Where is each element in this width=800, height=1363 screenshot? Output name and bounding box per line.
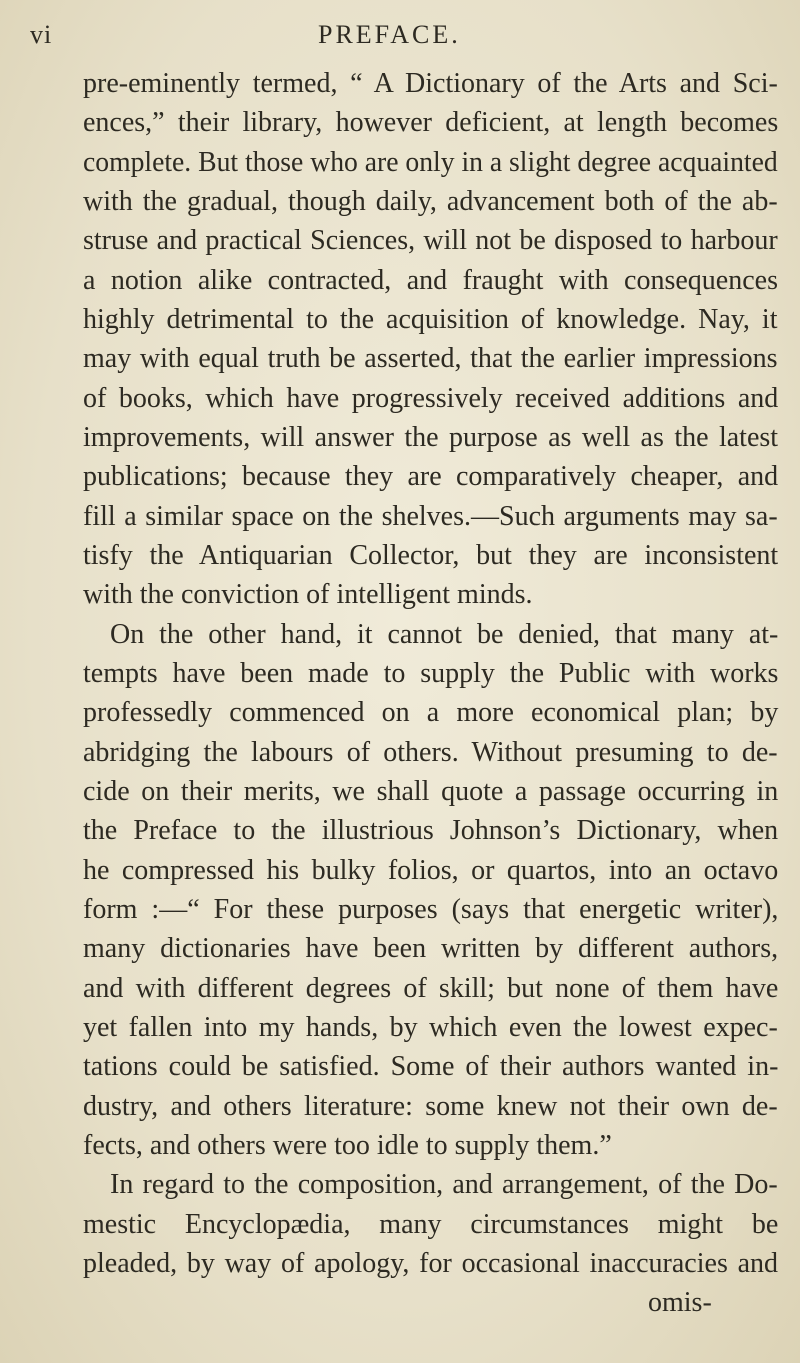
text-line: tempts have been made to supply the Public with works — [83, 658, 779, 689]
text-line: dustry, and others literature: some knew not their own de- — [83, 1091, 778, 1122]
text-line: tations could be satisfied. Some of their authors wanted in- — [83, 1051, 779, 1082]
text-line: pre-eminently termed, “ A Dictionary of the Arts and Sci- — [83, 68, 778, 99]
text-line: fects, and others were too idle to supply them.” — [83, 1130, 612, 1161]
text-line: the Preface to the illustrious Johnson’s Dictionary, when — [83, 815, 779, 846]
text-line: ences,” their library, however deficient, at length becomes — [83, 107, 779, 138]
text-line: with the conviction of intelligent minds. — [83, 579, 533, 610]
text-line: yet fallen into my hands, by which even the lowest expec- — [83, 1012, 778, 1043]
text-line: mestic Encyclopædia, many circumstances might be — [83, 1209, 779, 1240]
text-line: In regard to the composition, and arrangement, of the Do- — [110, 1169, 778, 1200]
text-line: fill a similar space on the shelves.—Such arguments may sa- — [83, 501, 778, 532]
text-line: with the gradual, though daily, advancement both of the ab- — [83, 186, 778, 217]
text-line: many dictionaries have been written by different authors, — [83, 933, 779, 964]
page-number: vi — [30, 20, 53, 49]
text-line: professedly commenced on a more economical plan; by — [83, 697, 779, 728]
text-line: abridging the labours of others. Without presuming to de- — [83, 737, 778, 768]
running-head: PREFACE. — [318, 20, 461, 49]
text-line: highly detrimental to the acquisition of knowledge. Nay, it — [83, 304, 778, 335]
text-line: he compressed his bulky folios, or quartos, into an octavo — [83, 855, 779, 886]
text-line: complete. But those who are only in a slight degree acquainted — [83, 147, 778, 178]
text-line: form :—“ For these purposes (says that energetic writer), — [83, 894, 779, 925]
text-line: a notion alike contracted, and fraught with consequences — [83, 265, 778, 296]
text-line: and with different degrees of skill; but none of them have — [83, 973, 779, 1004]
text-line: improvements, will answer the purpose as well as the latest — [83, 422, 779, 453]
text-line: cide on their merits, we shall quote a passage occurring in — [83, 776, 779, 807]
text-line: pleaded, by way of apology, for occasional inaccuracies and — [83, 1248, 779, 1279]
text-line: struse and practical Sciences, will not be disposed to harbour — [83, 225, 778, 256]
text-line: of books, which have progressively received additions and — [83, 383, 779, 414]
text-line: On the other hand, it cannot be denied, that many at- — [110, 619, 779, 650]
text-line: publications; because they are comparatively cheaper, and — [83, 461, 779, 492]
text-line: tisfy the Antiquarian Collector, but they are inconsistent — [83, 540, 779, 571]
catchword: omis- — [648, 1287, 712, 1318]
text-line: may with equal truth be asserted, that the earlier impressions — [83, 343, 778, 374]
